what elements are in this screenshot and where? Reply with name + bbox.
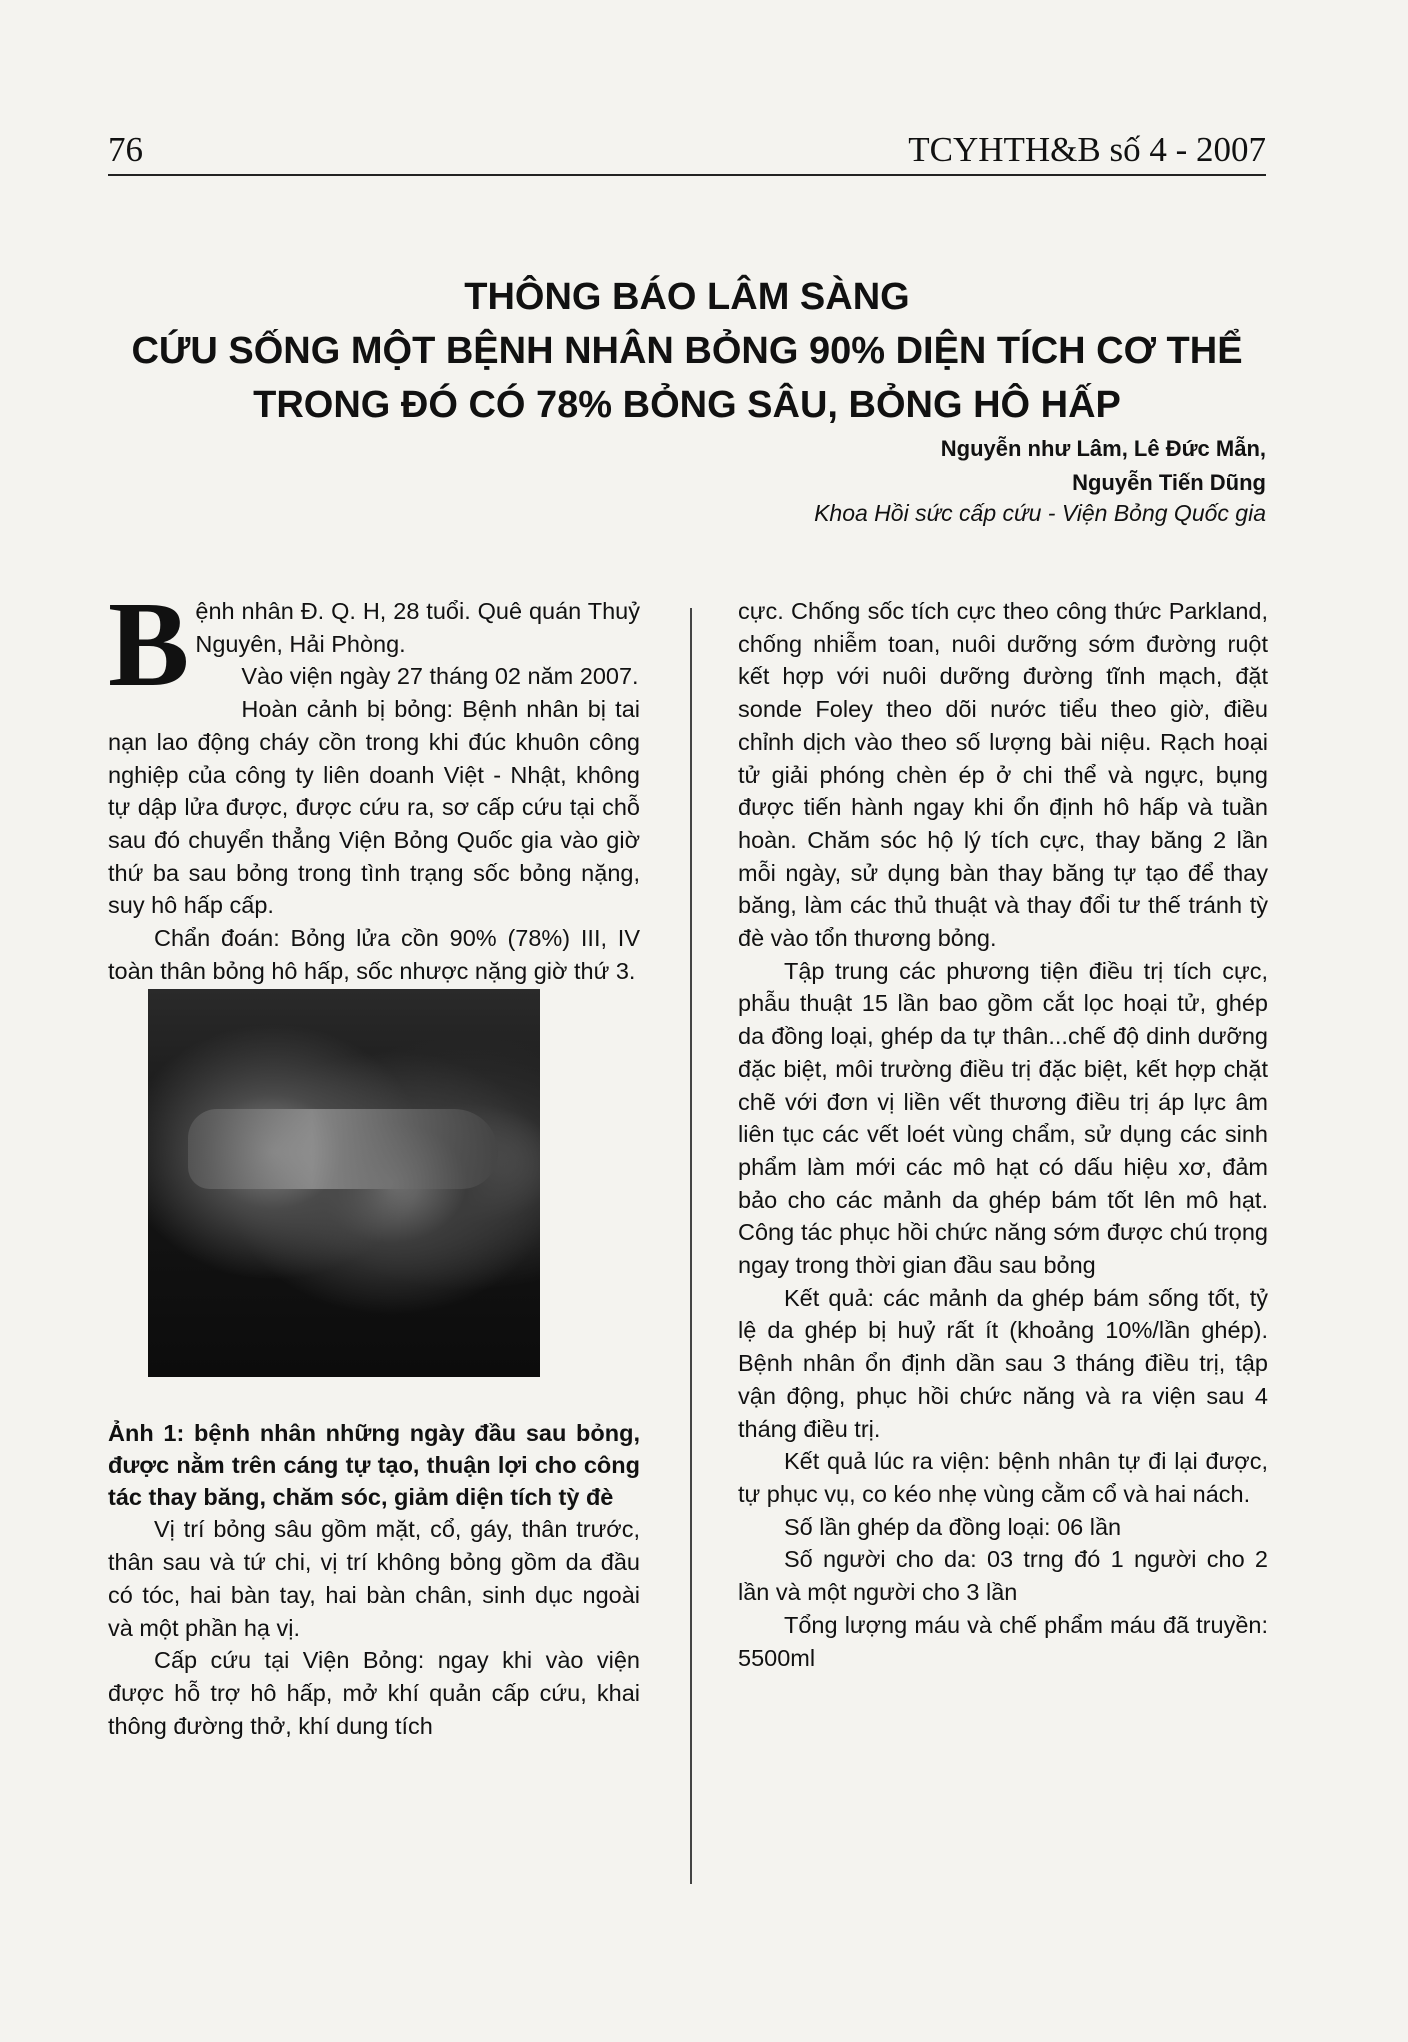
column-divider bbox=[690, 608, 692, 1884]
paragraph-treatment: cực. Chống sốc tích cực theo công thức Parkland, chống nhiễm toan, nuôi dưỡng sớm đường ruột kết hợp với nuôi dưỡng đường tĩnh mạch, đặt sonde Foley theo dõi nước tiểu theo giờ, điều chỉnh dịch vào theo số lượng bài niệu. Rạch hoại tử giải phóng chèn ép ở chi thể và ngực, bụng được tiến hành ngay khi ổn định hô hấp và tuần hoàn. Chăm sóc hộ lý tích cực, thay băng 2 lần mỗi ngày, sử dụng bàn thay băng tự tạo để thay băng, làm các thủ thuật và thay đổi tư thế tránh tỳ đè vào tổn thương bỏng. bbox=[738, 598, 1268, 952]
paragraph-diagnosis: Chẩn đoán: Bỏng lửa cồn 90% (78%) III, IV toàn thân bỏng hô hấp, sốc nhược nặng giờ thứ 3. bbox=[108, 925, 640, 984]
paragraph-circumstances: Hoàn cảnh bị bỏng: Bệnh nhân bị tai nạn lao động cháy cồn trong khi đúc khuôn công nghiệp của công ty liên doanh Việt - Nhật, không tự dập lửa được, được cứu ra, sơ cấp cứu tại chỗ sau đó chuyển thẳng Viện Bỏng Quốc gia vào giờ thứ ba sau bỏng trong tình trạng sốc bỏng nặng, suy hô hấp cấp. bbox=[108, 696, 640, 919]
authors bbox=[941, 432, 1266, 500]
paragraph-admission-date: Vào viện ngày 27 tháng 02 năm 2007. bbox=[241, 663, 639, 690]
paragraph-donors: Số người cho da: 03 trng đó 1 người cho 2 lần và một người cho 3 lần bbox=[738, 1546, 1268, 1606]
patient-photo bbox=[148, 989, 540, 1377]
patient-figure bbox=[188, 1109, 498, 1189]
page-header bbox=[108, 128, 1266, 176]
title-line-3: TRONG ĐÓ CÓ 78% BỎNG SÂU, BỎNG HÔ HẤP bbox=[253, 384, 1121, 426]
paragraph-results: Kết quả: các mảnh da ghép bám sống tốt, tỷ lệ da ghép bị huỷ rất ít (khoảng 10%/lần ghép). Bệnh nhân ổn định dần sau 3 tháng điều trị, tập vận động, phục hồi chức năng và ra viện sau 4 tháng điều trị. bbox=[738, 1284, 1268, 1442]
paragraph-burn-location: Vị trí bỏng sâu gồm mặt, cổ, gáy, thân trước, thân sau và tứ chi, vị trí không bỏng gồm da đầu có tóc, hai bàn tay, hai bàn chân, sinh dục ngoài và một phần hạ vị. bbox=[108, 1516, 640, 1641]
left-column bbox=[108, 577, 640, 1742]
journal-issue: TCYHTH&B số 4 - 2007 bbox=[908, 130, 1266, 169]
page-number: 76 bbox=[108, 130, 143, 169]
paragraph-graft-count: Số lần ghép da đồng loại: 06 lần bbox=[784, 1513, 1122, 1540]
drop-cap: B bbox=[108, 577, 190, 712]
paragraph-patient-info: ệnh nhân Đ. Q. H, 28 tuổi. Quê quán Thuỷ Nguyên, Hải Phòng. bbox=[195, 598, 640, 657]
paragraph-discharge-results: Kết quả lúc ra viện: bệnh nhân tự đi lại được, tự phục vụ, co kéo nhẹ vùng cằm cổ và hai nách. bbox=[738, 1448, 1268, 1507]
title-line-2: CỨU SỐNG MỘT BỆNH NHÂN BỎNG 90% DIỆN TÍCH CƠ THỂ bbox=[131, 330, 1243, 372]
authors-line-1: Nguyễn như Lâm, Lê Đức Mẫn, bbox=[940, 436, 1266, 461]
paragraph-blood-transfusion: Tổng lượng máu và chế phẩm máu đã truyền: 5500ml bbox=[738, 1611, 1268, 1671]
paragraph-intensive-therapy: Tập trung các phương tiện điều trị tích cực, phẫu thuật 15 lần bao gồm cắt lọc hoại tử, ghép da đồng loại, ghép da tự thân...chế độ dinh dưỡng đặc biệt, môi trường điều trị đặc biệt, kết hợp chặt chẽ với đơn vị liền vết thương điều trị áp lực âm liên tục các vết loét vùng chẩm, sử dụng các sinh phẩm làm mới các mô hạt có dấu hiệu xơ, đảm bảo cho các mảnh da ghép bám tốt lên mô hạt. Công tác phục hồi chức năng sớm được chú trọng ngay trong thời gian đầu sau bỏng bbox=[738, 957, 1268, 1279]
affiliation: Khoa Hồi sức cấp cứu - Viện Bỏng Quốc gia bbox=[814, 500, 1266, 526]
title-line-1: THÔNG BÁO LÂM SÀNG bbox=[464, 276, 910, 318]
right-column bbox=[738, 595, 1268, 1674]
photo-caption: Ảnh 1: bệnh nhân những ngày đầu sau bỏng, được nằm trên cáng tự tạo, thuận lợi cho công tác thay băng, chăm sóc, giảm diện tích tỳ đè bbox=[108, 1420, 640, 1511]
authors-line-2: Nguyễn Tiến Dũng bbox=[1072, 470, 1266, 495]
intro-block bbox=[108, 577, 640, 712]
paragraph-emergency-care: Cấp cứu tại Viện Bỏng: ngay khi vào viện được hỗ trợ hô hấp, mở khí quản cấp cứu, khai thông đường thở, khí dung tích bbox=[108, 1647, 640, 1739]
article-title bbox=[108, 270, 1266, 432]
